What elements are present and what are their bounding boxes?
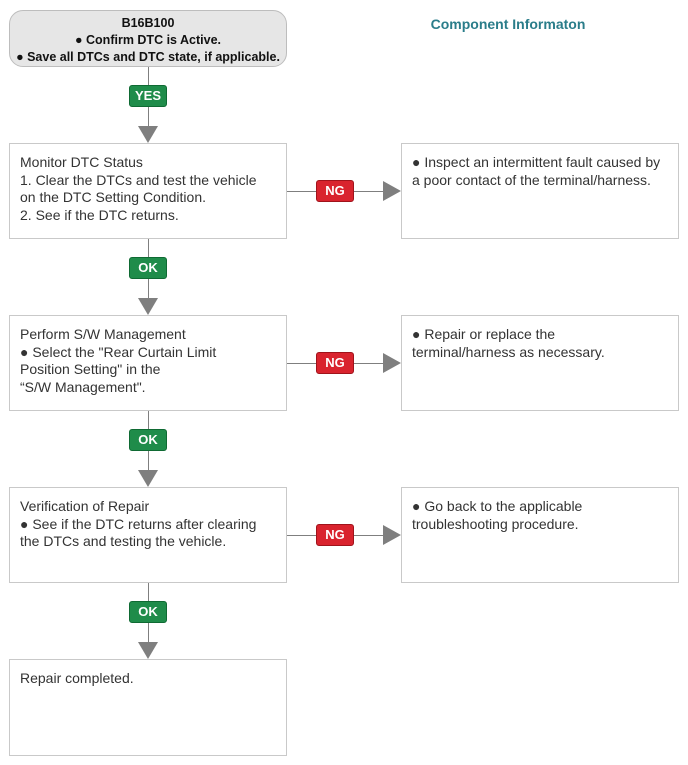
ok-badge: OK xyxy=(129,429,167,451)
step-line: “S/W Management". xyxy=(20,378,146,395)
step-line: ● Select the "Rear Curtain Limit xyxy=(20,343,217,360)
result-line: a poor contact of the terminal/harness. xyxy=(412,171,651,188)
step-title: Monitor DTC Status xyxy=(20,154,143,170)
ng-badge: NG xyxy=(316,524,354,546)
arrow-right-icon xyxy=(383,525,401,545)
dtc-code: B16B100 xyxy=(121,16,175,30)
result-line: troubleshooting procedure. xyxy=(412,515,579,532)
ng-badge: NG xyxy=(316,352,354,374)
step-line: 1. Clear the DTCs and test the vehicle xyxy=(20,171,257,188)
arrow-down-icon xyxy=(138,126,158,143)
step-line: ● See if the DTC returns after clearing xyxy=(20,515,257,532)
ng-badge: NG xyxy=(316,180,354,202)
component-information-link[interactable]: Component Informaton xyxy=(430,16,586,32)
result-line: ● Inspect an intermittent fault caused by xyxy=(412,154,661,170)
step-title: Verification of Repair xyxy=(20,498,150,514)
step-monitor-dtc-status xyxy=(9,143,287,239)
start-line-confirm: ● Confirm DTC is Active. xyxy=(75,33,221,47)
arrow-down-icon xyxy=(138,642,158,659)
ok-badge: OK xyxy=(129,257,167,279)
final-text: Repair completed. xyxy=(20,670,134,686)
arrow-down-icon xyxy=(138,298,158,315)
result-go-back xyxy=(401,487,679,583)
step-line: the DTCs and testing the vehicle. xyxy=(20,533,227,549)
start-line-save: ● Save all DTCs and DTC state, if applicable. xyxy=(16,50,280,64)
result-line: terminal/harness as necessary. xyxy=(412,343,605,360)
step-perform-sw-management xyxy=(9,315,287,411)
arrow-down-icon xyxy=(138,470,158,487)
result-line: ● Go back to the applicable xyxy=(412,498,583,514)
start-box xyxy=(9,10,287,67)
arrow-right-icon xyxy=(383,353,401,373)
step-line: on the DTC Setting Condition. xyxy=(20,189,206,205)
ok-badge: OK xyxy=(129,601,167,623)
final-repair-completed xyxy=(9,659,287,756)
result-inspect-intermittent xyxy=(401,143,679,239)
step-line: Position Setting" in the xyxy=(20,361,161,377)
arrow-right-icon xyxy=(383,181,401,201)
step-title: Perform S/W Management xyxy=(20,326,186,342)
step-line: 2. See if the DTC returns. xyxy=(20,206,179,223)
yes-badge: YES xyxy=(129,85,167,107)
result-repair-replace xyxy=(401,315,679,411)
step-verification-of-repair xyxy=(9,487,287,583)
result-line: ● Repair or replace the xyxy=(412,326,556,342)
